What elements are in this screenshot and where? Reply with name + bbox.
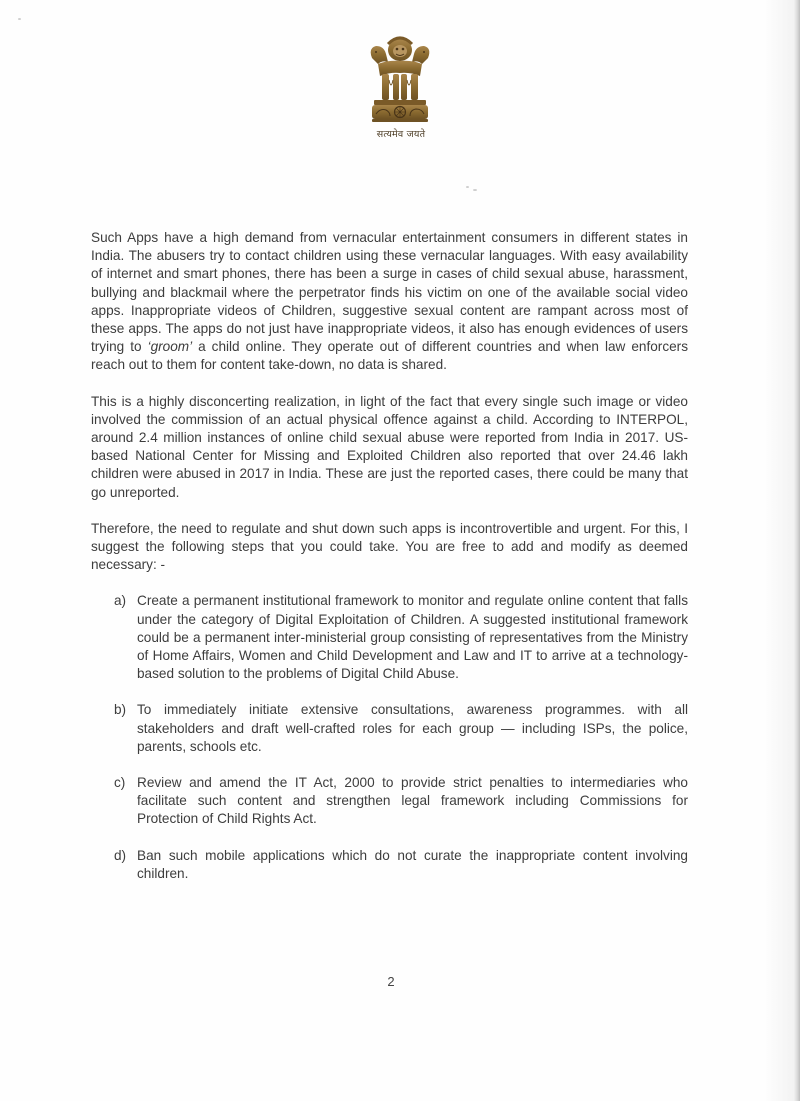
list-item-step-c (90, 774, 688, 829)
page-number: 2 (387, 974, 395, 989)
scan-speck (18, 18, 21, 20)
recommended-steps-list (91, 592, 688, 883)
list-marker: b) (114, 702, 127, 718)
paragraph-recommendation-intro: Therefore, the need to regulate and shut down such apps is incontrovertible and urgent. For this, I suggest the following steps that you could take. You are free to add and modify as deemed necessary: - (91, 520, 688, 573)
letter-body (91, 229, 688, 901)
list-item-text: Create a permanent institutional framework to monitor and regulate online content that falls under the category of Digital Exploitation of Children. A suggested institutional framework could be a permanent inter-ministerial group consisting of representatives from the Ministry of Home Affairs, Women and Child Development and Law and IT to arrive at a technology-based solution to the problems of Digital Child Abuse. (137, 593, 688, 682)
national-emblem-icon (358, 30, 442, 140)
paragraph-text: a child online. They operate out of different countries and when law enforcers reach out to them for content take-down, no data is shared. (91, 339, 688, 373)
emblem-motto: सत्यमेव जयते (376, 129, 426, 140)
scan-speck (473, 189, 477, 191)
emphasis-groom: ‘groom’ (147, 339, 193, 355)
scan-speck (466, 186, 469, 188)
list-item-step-b (90, 701, 688, 756)
list-item-text: To immediately initiate extensive consultations, awareness programmes. with all stakeholders and draft well-crafted roles for each group — including ISPs, the police, parents, schools etc. (137, 702, 688, 754)
page-edge-shadow (764, 0, 794, 1101)
list-marker: d) (114, 847, 127, 863)
list-item-step-a (90, 592, 688, 683)
list-item-text: Review and amend the IT Act, 2000 to provide strict penalties to intermediaries who facilitate such content and strengthen legal framework including Commissions for Protection of Child Rights Act. (137, 775, 688, 827)
paragraph-text: Such Apps have a high demand from vernacular entertainment consumers in different states in India. The abusers try to contact children using these vernacular languages. With easy availability of internet and smart phones, there has been a surge in cases of child sexual abuse, harassment, bullying and blackmail where the perpetrator finds his victim on one of the available social video apps. Inappropriate videos of Children, suggestive sexual content are rampant across most of these apps. The apps do not just have inappropriate videos, it also has enough evidences of users trying to (91, 230, 688, 355)
paragraph-apps-demand (91, 229, 688, 375)
paragraph-statistics: This is a highly disconcerting realization, in light of the fact that every single such image or video involved the commission of an actual physical offence against a child. According to INTERPOL, around 2.4 million instances of online child sexual abuse were reported from India in 2017. US-based National Center for Missing and Exploited Children also reported that over 24.46 lakh children were abused in 2017 in India. These are just the reported cases, there could be many that go unreported. (91, 393, 688, 500)
list-marker: a) (114, 593, 127, 609)
list-marker: c) (114, 775, 126, 791)
page-edge (794, 0, 800, 1101)
list-item-text: Ban such mobile applications which do not curate the inappropriate content involving children. (137, 847, 688, 881)
list-item-step-d (90, 847, 688, 883)
